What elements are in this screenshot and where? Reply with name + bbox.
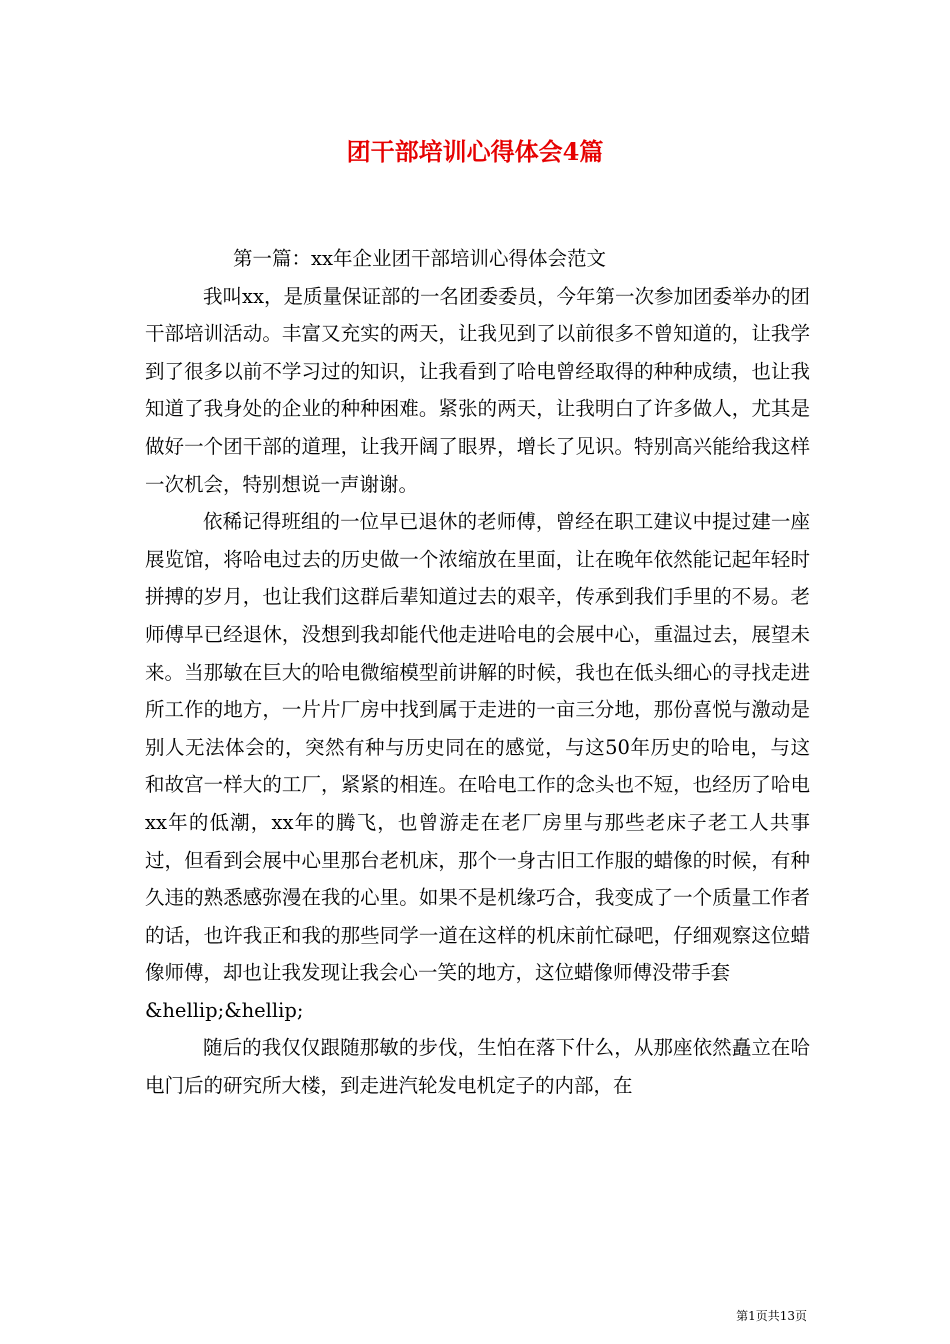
section-heading: 第一篇：xx年企业团干部培训心得体会范文	[233, 247, 606, 270]
paragraph-1: 我叫xx，是质量保证部的一名团委委员，今年第一次参加团委举办的团干部培训活动。丰富又充实的两天，让我见到了以前很多不曾知道的，让我学到了很多以前不学习过的知识，让我看到了哈电曾经取得的种种成绩，也让我知道了我身处的企业的种种困难。紧张的两天，让我明白了许多做人，尤其是做好一个团干部的道理，让我开阔了眼界，增长了见识。特别高兴能给我这样一次机会，特别想说一声谢谢。	[145, 284, 810, 496]
document-body	[145, 240, 810, 1105]
document-title: 团干部培训心得体会4篇	[346, 137, 604, 166]
paragraph-3: 随后的我仅仅跟随那敏的步伐，生怕在落下什么，从那座依然矗立在哈电门后的研究所大楼，到走进汽轮发电机定子的内部，在	[145, 1036, 810, 1098]
paragraph-2: 依稀记得班组的一位早已退休的老师傅，曾经在职工建议中提过建一座展览馆，将哈电过去的历史做一个浓缩放在里面，让在晚年依然能记起年轻时拼搏的岁月，也让我们这群后辈知道过去的艰辛，传承到我们手里的不易。老师傅早已经退休，没想到我却能代他走进哈电的会展中心，重温过去，展望未来。当那敏在巨大的哈电微缩模型前讲解的时候，我也在低头细心的寻找走进所工作的地方，一片片厂房中找到属于走进的一亩三分地，那份喜悦与激动是别人无法体会的，突然有种与历史同在的感觉，与这50年历史的哈电，与这和故宫一样大的工厂，紧紧的相连。在哈电工作的念头也不短，也经历了哈电xx年的低潮，xx年的腾飞，也曾游走在老厂房里与那些老床子老工人共事过，但看到会展中心里那台老机床，那个一身古旧工作服的蜡像的时候，有种久违的熟悉感弥漫在我的心里。如果不是机缘巧合，我变成了一个质量工作者的话，也许我正和我的那些同学一道在这样的机床前忙碌吧，仔细观察这位蜡像师傅，却也让我发现让我会心一笑的地方，这位蜡像师傅没带手套	[145, 510, 810, 985]
page-number-footer: 第1页共13页	[736, 1309, 807, 1323]
paragraph-ellipsis: &hellip;&hellip;	[145, 998, 304, 1022]
